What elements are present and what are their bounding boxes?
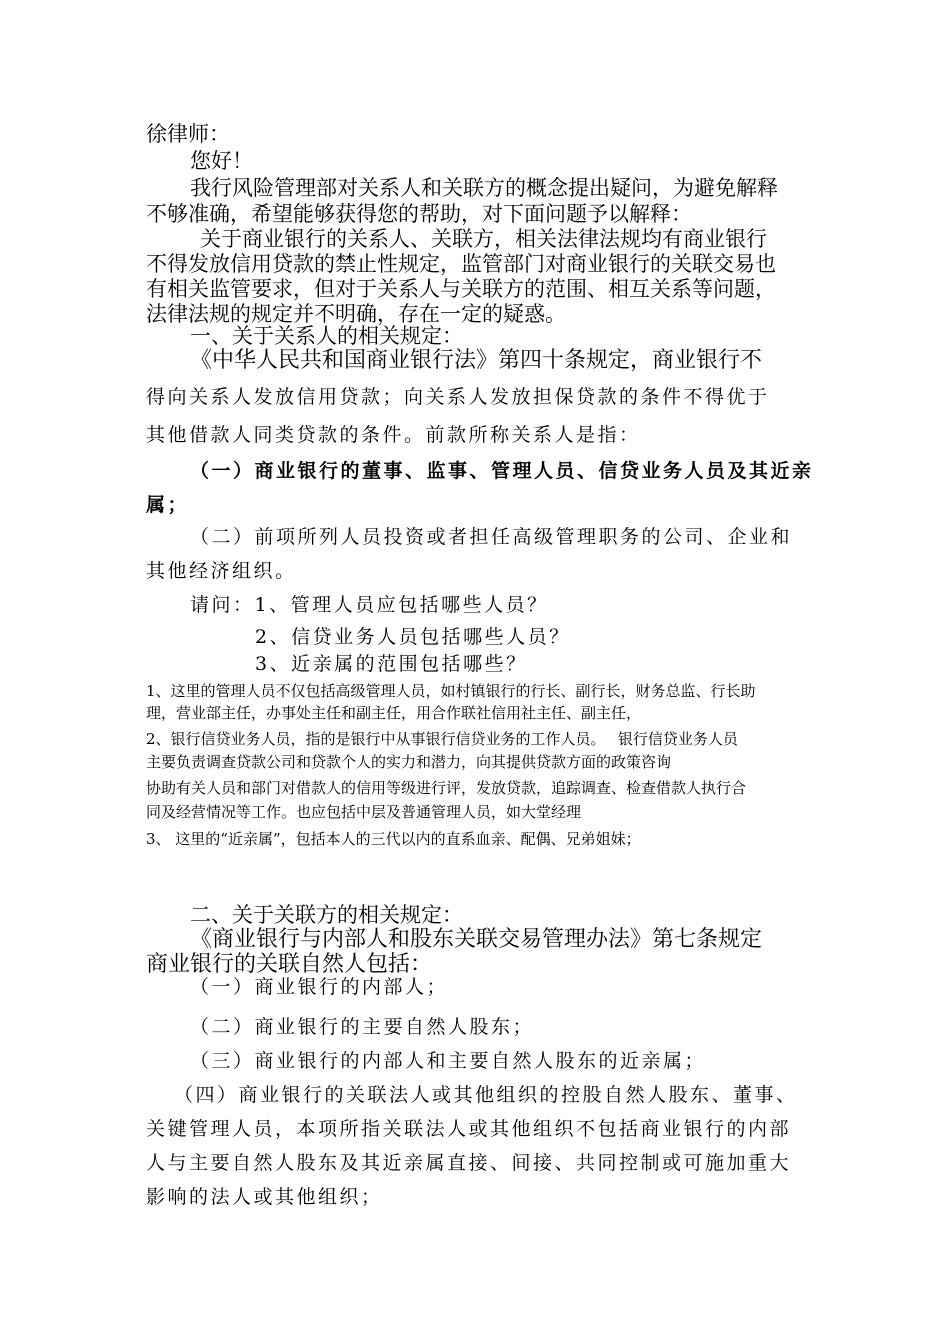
related-item: （一）商业银行的内部人； [190,976,449,998]
intro-line: 不够准确，希望能够获得您的帮助，对下面问题予以解释： [146,202,692,226]
law-line: 其他借款人同类贷款的条件。前款所称关系人是指： [146,424,641,446]
item-1-line: 属； [146,494,190,516]
question-line: 2、信贷业务人员包括哪些人员？ [255,626,571,648]
law-line: 《商业银行与内部人和股东关联交易管理办法》第七条规定 [190,927,763,952]
item-1-line: （一）商业银行的董事、监事、管理人员、信贷业务人员及其近亲 [190,460,814,482]
intro-line: 我行风险管理部对关系人和关联方的概念提出疑问，为避免解释 [190,176,778,200]
background-line: 法律法规的规定并不明确，存在一定的疑惑。 [146,302,566,326]
item-2-line: （二）前项所列人员投资或者担任高级管理职务的公司、企业和 [190,526,793,548]
section1-heading: 一、关于关系人的相关规定： [190,324,463,348]
answer-line: 3、 这里的“近亲属”，包括本人的三代以内的直系血亲、配偶、兄弟姐妹； [146,830,641,848]
background-line: 有相关监管要求，但对于关系人与关联方的范围、相互关系等问题， [146,277,776,301]
related-item: （三）商业银行的内部人和主要自然人股东的近亲属； [190,1050,707,1072]
answer-line: 协助有关人员和部门对借款人的信用等级进行评，发放贷款，追踪调查、检查借款人执行合 [146,779,747,797]
item-4-line: （四）商业银行的关联法人或其他组织的控股自然人股东、董事、 [174,1084,798,1106]
answer-line: 2、银行信贷业务人员，指的是银行中从事银行信贷业务的工作人员。 银行信贷业务人员 [146,730,738,748]
item-4-line: 关键管理人员，本项所指关联法人或其他组织不包括商业银行的内部 [146,1118,792,1140]
answer-line: 主要负责调查贷款公司和贷款个人的实力和潜力，向其提供贷款方面的政策咨询 [146,753,672,771]
related-item: （二）商业银行的主要自然人股东； [190,1016,535,1038]
item-2-line: 其他经济组织。 [146,560,297,582]
salutation: 徐律师： [146,122,230,146]
greeting: 您好！ [190,149,253,173]
item-4-line: 影响的法人或其他组织； [146,1186,383,1208]
law-line: 商业银行的关联自然人包括： [146,952,433,977]
law-line: 《中华人民共和国商业银行法》第四十条规定，商业银行不 [190,348,763,373]
question-line: 请问：1、管理人员应包括哪些人员？ [190,594,549,616]
answer-line: 1、这里的管理人员不仅包括高级管理人员，如村镇银行的行长、副行长，财务总监、行长助 [146,682,756,700]
question-line: 3、近亲属的范围包括哪些？ [255,653,528,675]
item-4-line: 人与主要自然人股东及其近亲属直接、间接、共同控制或可施加重大 [146,1152,792,1174]
law-line: 得向关系人发放信用贷款；向关系人发放担保贷款的条件不得优于 [146,386,770,408]
background-line: 不得发放信用贷款的禁止性规定，监管部门对商业银行的关联交易也 [146,252,776,276]
section2-heading: 二、关于关联方的相关规定： [190,903,463,927]
background-line: 关于商业银行的关系人、关联方，相关法律法规均有商业银行 [200,227,767,251]
answer-line: 同及经营情况等工作。也应包括中层及普通管理人员，如大堂经理 [146,803,582,821]
answer-line: 理，营业部主任，办事处主任和副主任，用合作联社信用社主任、副主任， [146,704,642,722]
